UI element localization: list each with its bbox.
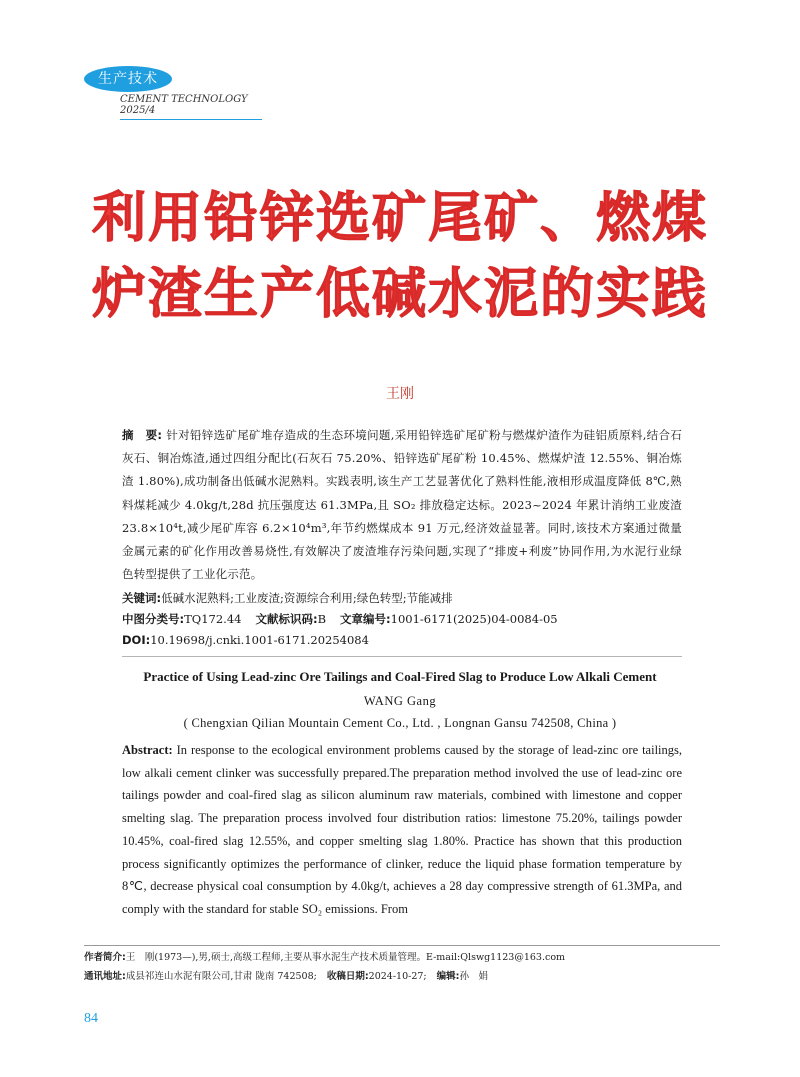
doc-code-label: 文献标识码:	[255, 612, 318, 626]
english-title: Practice of Using Lead-zinc Ore Tailings and Coal-Fired Slag to Produce Low Alkali Cement	[143, 669, 657, 684]
article-no-label: 文章编号:	[340, 612, 391, 626]
editor-label: 编辑:	[436, 971, 460, 982]
article-no-value: 1001-6171(2025)04-0084-05	[390, 612, 558, 626]
journal-issue-line: CEMENT TECHNOLOGY 2025/4	[120, 94, 262, 120]
received-value: 2024-10-27;	[368, 971, 427, 982]
author-name: 王刚	[386, 386, 414, 402]
doi-line	[122, 630, 682, 650]
page-number: 84	[84, 1011, 98, 1026]
doi-label: DOI:	[122, 633, 151, 647]
clc-value: TQ172.44	[184, 612, 242, 626]
author-intro-value: 王 刚(1973—),男,硕士,高级工程师,主要从事水泥生产技术质量管理。E-mail:Qlswg1123@163.com	[125, 952, 566, 963]
address-footnote	[84, 969, 720, 985]
section-badge: 生产技术	[84, 66, 172, 92]
english-abstract-label: Abstract:	[122, 743, 173, 757]
classification-line	[122, 609, 682, 629]
editor-value: 孙 娟	[459, 971, 488, 982]
title-line-1: 利用铅锌选矿尾矿、燃煤	[92, 186, 708, 249]
keywords-line	[122, 588, 682, 608]
abstract-label: 摘 要:	[122, 428, 163, 442]
english-author: WANG Gang	[363, 694, 437, 708]
address-value: 成县祁连山水泥有限公司,甘肃 陇南 742508;	[125, 971, 317, 982]
footnote-rule	[84, 945, 720, 946]
doc-code-value: B	[317, 612, 327, 626]
english-affiliation: ( Chengxian Qilian Mountain Cement Co., Ltd. , Longnan Gansu 742508, China )	[183, 716, 617, 730]
author-intro-label: 作者简介:	[84, 952, 126, 963]
article-title	[40, 180, 760, 332]
chinese-abstract	[122, 424, 682, 586]
title-line-2: 炉渣生产低碱水泥的实践	[92, 262, 708, 325]
received-label: 收稿日期:	[326, 971, 369, 982]
keywords-value: 低碱水泥熟料;工业废渣;资源综合利用;绿色转型;节能减排	[161, 591, 453, 605]
english-abstract-body: In response to the ecological environment problems caused by the storage of lead-zinc ore tailings, low alkali cement clinker was successfully prepared.The preparation method involved the use of lead-zinc ore tailings powder and coal-fired slag as silicon aluminum raw materials, combined with limestone and copper smelting slag. The preparation process involved four distribution ratios: limestone 75.20%, tailings powder 10.45%, coal-fired slag 12.55%, and copper smelting slag 1.80%. Practice has shown that this production process significantly optimizes the performance of clinker, reduce the liquid phase formation temperature by 8℃, decrease physical coal consumption by 4.0kg/t, achieves a 28 day compressive strength of 61.3MPa, and comply with the standard for stable SO₂ emissions. From	[122, 743, 683, 916]
keywords-label: 关键词:	[122, 591, 162, 605]
english-abstract	[122, 739, 682, 921]
author-intro-footnote	[84, 950, 720, 966]
clc-label: 中图分类号:	[122, 612, 185, 626]
abstract-body: 针对铅锌选矿尾矿堆存造成的生态环境问题,采用铅锌选矿尾矿粉与燃煤炉渣作为硅铝质原料,结合石灰石、铜冶炼渣,通过四组分配比(石灰石 75.20%、铅锌选矿尾矿粉 10.45%、燃煤炉渣 12.55%、铜冶炼渣 1.80%),成功制备出低碱水泥熟料。实践表明,该生产工艺显著优化了熟料性能,液相形成温度降低 8℃,熟料煤耗减少 4.0kg/t,28d 抗压强度达 61.3MPa,且 SO₂ 排放稳定达标。2023~2024 年累计消纳工业废渣 23.8×10⁴t,减少尾矿库容 6.2×10⁴m³,年节约燃煤成本 91 万元,经济效益显著。同时,该技术方案通过微量金属元素的矿化作用改善易烧性,有效解决了废渣堆存污染问题,实现了“排废+利废”协同作用,为水泥行业绿色转型提供了工业化示范。	[122, 428, 682, 582]
doi-value[interactable]: 10.19698/j.cnki.1001-6171.20254084	[150, 633, 369, 647]
section-divider	[122, 656, 682, 657]
address-label: 通讯地址:	[84, 971, 126, 982]
